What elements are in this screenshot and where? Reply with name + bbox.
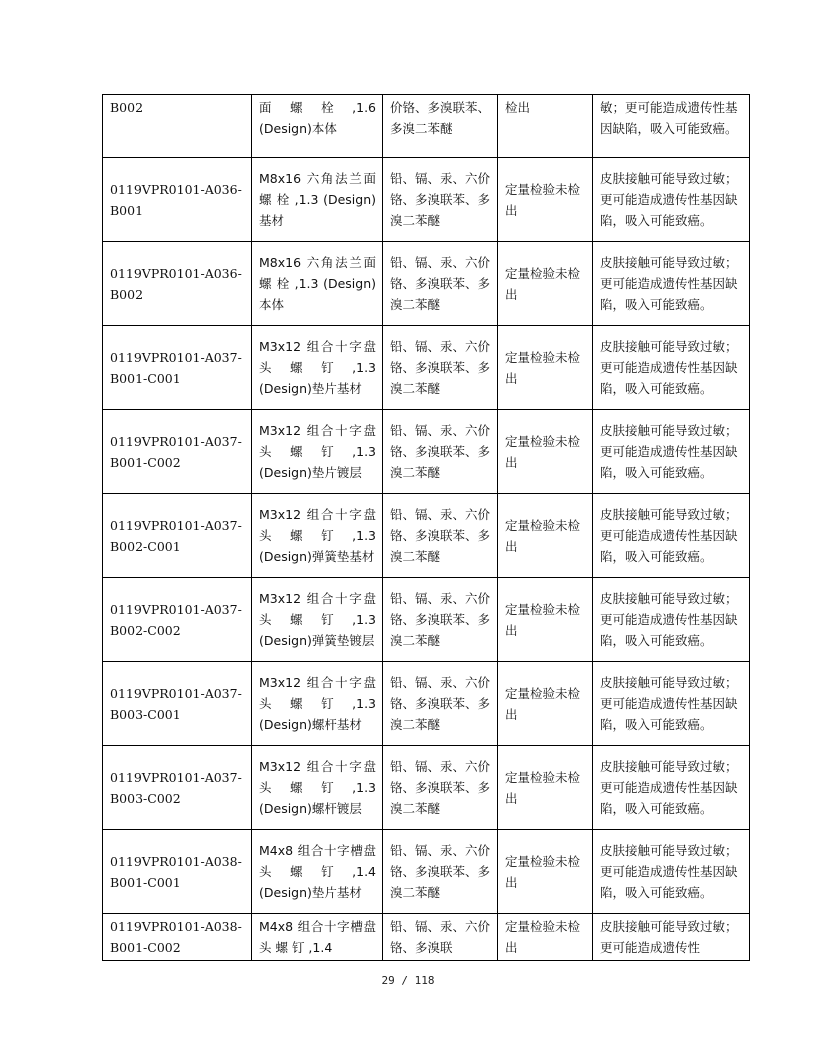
- substances-cell: 铅、镉、汞、六价铬、多溴联苯、多溴二苯醚: [383, 326, 498, 410]
- result-cell: 检出: [498, 95, 593, 158]
- part-name-cell: M3x12 组合十字盘 头 螺 钉 ,1.3 (Design)螺杆镀层: [252, 746, 383, 830]
- table-row: [103, 95, 750, 158]
- part-name-cell: M3x12 组合十字盘 头 螺 钉 ,1.3 (Design)弹簧垫基材: [252, 494, 383, 578]
- substances-cell: 价铬、多溴联苯、多溴二苯醚: [383, 95, 498, 158]
- part-name-cell: M3x12 组合十字盘 头 螺 钉 ,1.3 (Design)螺杆基材: [252, 662, 383, 746]
- substances-cell: 铅、镉、汞、六价铬、多溴联苯、多溴二苯醚: [383, 746, 498, 830]
- part-id-cell: B002: [103, 95, 252, 158]
- substances-cell: 铅、镉、汞、六价铬、多溴联苯、多溴二苯醚: [383, 242, 498, 326]
- part-name-cell: M3x12 组合十字盘 头 螺 钉 ,1.3 (Design)垫片基材: [252, 326, 383, 410]
- result-cell: 定量检验未检出: [498, 410, 593, 494]
- part-id-cell: 0119VPR0101-A036-B002: [103, 242, 252, 326]
- substances-cell: 铅、镉、汞、六价铬、多溴联苯、多溴二苯醚: [383, 494, 498, 578]
- part-name-cell: M3x12 组合十字盘 头 螺 钉 ,1.3 (Design)弹簧垫镀层: [252, 578, 383, 662]
- part-id-cell: 0119VPR0101-A037-B003-C002: [103, 746, 252, 830]
- table-row: [103, 242, 750, 326]
- risk-cell: 敏；更可能造成遗传性基因缺陷，吸入可能致癌。: [593, 95, 750, 158]
- part-id-cell: 0119VPR0101-A038-B001-C001: [103, 830, 252, 914]
- table-row: [103, 662, 750, 746]
- substances-cell: 铅、镉、汞、六价铬、多溴联苯、多溴二苯醚: [383, 410, 498, 494]
- result-cell: 定量检验未检出: [498, 746, 593, 830]
- risk-cell: 皮肤接触可能导致过敏；更可能造成遗传性基因缺陷，吸入可能致癌。: [593, 326, 750, 410]
- risk-cell: 皮肤接触可能导致过敏；更可能造成遗传性基因缺陷，吸入可能致癌。: [593, 494, 750, 578]
- risk-cell: 皮肤接触可能导致过敏；更可能造成遗传性基因缺陷，吸入可能致癌。: [593, 578, 750, 662]
- hazardous-substance-table: [102, 94, 750, 961]
- substances-cell: 铅、镉、汞、六价铬、多溴联苯、多溴二苯醚: [383, 578, 498, 662]
- part-id-cell: 0119VPR0101-A038-B001-C002: [103, 914, 252, 961]
- result-cell: 定量检验未检出: [498, 914, 593, 961]
- part-id-cell: 0119VPR0101-A037-B003-C001: [103, 662, 252, 746]
- part-name-cell: M3x12 组合十字盘 头 螺 钉 ,1.3 (Design)垫片镀层: [252, 410, 383, 494]
- risk-cell: 皮肤接触可能导致过敏；更可能造成遗传性基因缺陷，吸入可能致癌。: [593, 410, 750, 494]
- risk-cell: 皮肤接触可能导致过敏；更可能造成遗传性基因缺陷，吸入可能致癌。: [593, 242, 750, 326]
- result-cell: 定量检验未检出: [498, 242, 593, 326]
- risk-cell: 皮肤接触可能导致过敏；更可能造成遗传性: [593, 914, 750, 961]
- part-name-cell: M8x16 六角法兰面 螺 栓 ,1.3 (Design)本体: [252, 242, 383, 326]
- table-row: [103, 410, 750, 494]
- risk-cell: 皮肤接触可能导致过敏；更可能造成遗传性基因缺陷，吸入可能致癌。: [593, 746, 750, 830]
- result-cell: 定量检验未检出: [498, 326, 593, 410]
- result-cell: 定量检验未检出: [498, 830, 593, 914]
- part-id-cell: 0119VPR0101-A037-B001-C002: [103, 410, 252, 494]
- part-name-cell: M4x8 组合十字槽盘 头 螺 钉 ,1.4: [252, 914, 383, 961]
- page-number: 29 / 118: [381, 974, 435, 987]
- part-id-cell: 0119VPR0101-A037-B002-C002: [103, 578, 252, 662]
- table-row: [103, 914, 750, 961]
- substances-cell: 铅、镉、汞、六价铬、多溴联苯、多溴二苯醚: [383, 830, 498, 914]
- table-row: [103, 746, 750, 830]
- risk-cell: 皮肤接触可能导致过敏；更可能造成遗传性基因缺陷，吸入可能致癌。: [593, 158, 750, 242]
- table-row: [103, 494, 750, 578]
- part-name-cell: M4x8 组合十字槽盘 头 螺 钉 ,1.4 (Design)垫片基材: [252, 830, 383, 914]
- table-row: [103, 326, 750, 410]
- result-cell: 定量检验未检出: [498, 494, 593, 578]
- part-id-cell: 0119VPR0101-A036-B001: [103, 158, 252, 242]
- table-row: [103, 158, 750, 242]
- risk-cell: 皮肤接触可能导致过敏；更可能造成遗传性基因缺陷，吸入可能致癌。: [593, 830, 750, 914]
- part-id-cell: 0119VPR0101-A037-B002-C001: [103, 494, 252, 578]
- substances-cell: 铅、镉、汞、六价铬、多溴联: [383, 914, 498, 961]
- substances-cell: 铅、镉、汞、六价铬、多溴联苯、多溴二苯醚: [383, 662, 498, 746]
- part-name-cell: 面 螺 栓 ,1.6 (Design)本体: [252, 95, 383, 158]
- part-name-cell: M8x16 六角法兰面 螺 栓 ,1.3 (Design)基材: [252, 158, 383, 242]
- part-id-cell: 0119VPR0101-A037-B001-C001: [103, 326, 252, 410]
- result-cell: 定量检验未检出: [498, 578, 593, 662]
- result-cell: 定量检验未检出: [498, 662, 593, 746]
- table-row: [103, 578, 750, 662]
- risk-cell: 皮肤接触可能导致过敏；更可能造成遗传性基因缺陷，吸入可能致癌。: [593, 662, 750, 746]
- table-row: [103, 830, 750, 914]
- result-cell: 定量检验未检出: [498, 158, 593, 242]
- substances-cell: 铅、镉、汞、六价铬、多溴联苯、多溴二苯醚: [383, 158, 498, 242]
